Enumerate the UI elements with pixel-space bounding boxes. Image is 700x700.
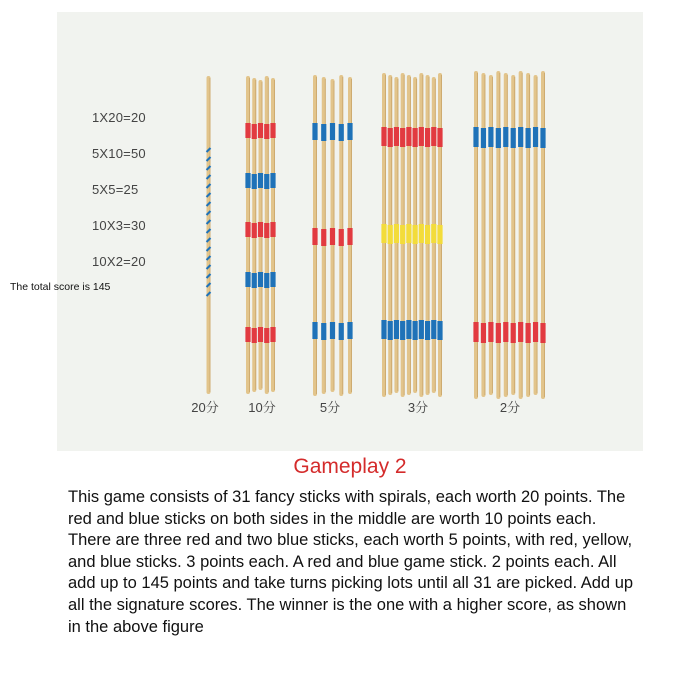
color-band <box>400 128 405 147</box>
color-band <box>258 222 263 237</box>
color-band <box>270 123 275 138</box>
color-band <box>381 127 386 146</box>
color-band <box>347 228 352 245</box>
color-band <box>413 225 418 244</box>
color-band <box>321 124 326 141</box>
color-band <box>270 222 275 237</box>
color-band <box>252 174 257 189</box>
color-band <box>496 323 501 343</box>
color-band <box>258 123 263 138</box>
color-band <box>312 123 317 140</box>
color-band <box>264 328 269 343</box>
color-band <box>312 322 317 339</box>
color-band <box>437 321 442 340</box>
color-band <box>388 321 393 340</box>
color-band <box>496 128 501 148</box>
color-band <box>330 228 335 245</box>
color-band <box>258 272 263 287</box>
color-band <box>381 320 386 339</box>
score-rule-3: 5X5=25 <box>92 182 139 197</box>
color-band <box>400 321 405 340</box>
color-band <box>406 320 411 339</box>
color-band <box>526 323 531 343</box>
score-rule-5: 10X2=20 <box>92 254 146 269</box>
color-band <box>503 322 508 342</box>
color-band <box>347 322 352 339</box>
color-band <box>481 128 486 148</box>
color-band <box>252 223 257 238</box>
category-label-5: 5分 <box>319 400 341 415</box>
color-band <box>413 321 418 340</box>
color-band <box>526 128 531 148</box>
color-band <box>252 328 257 343</box>
color-band <box>394 320 399 339</box>
category-label-2: 2分 <box>499 400 521 415</box>
color-band <box>431 320 436 339</box>
color-band <box>347 123 352 140</box>
gameplay-title: Gameplay 2 <box>293 455 407 478</box>
color-band <box>431 127 436 146</box>
color-band <box>330 322 335 339</box>
color-band <box>264 174 269 189</box>
color-band <box>488 322 493 342</box>
color-band <box>540 323 545 343</box>
color-band <box>321 229 326 246</box>
color-band <box>394 127 399 146</box>
category-label-3: 3分 <box>407 400 429 415</box>
color-band <box>252 124 257 139</box>
color-band <box>419 224 424 243</box>
color-band <box>270 272 275 287</box>
category-label-20: 20分 <box>191 400 219 415</box>
color-band <box>473 127 478 147</box>
color-band <box>406 127 411 146</box>
color-band <box>381 224 386 243</box>
color-band <box>540 128 545 148</box>
color-band <box>425 225 430 244</box>
color-band <box>270 173 275 188</box>
color-band <box>321 323 326 340</box>
color-band <box>473 322 478 342</box>
color-band <box>431 224 436 243</box>
color-band <box>518 322 523 342</box>
color-band <box>245 272 250 287</box>
color-band <box>406 224 411 243</box>
total-score-text: The total score is 145 <box>10 281 111 293</box>
color-band <box>245 222 250 237</box>
score-rule-1: 1X20=20 <box>92 110 146 125</box>
color-band <box>330 123 335 140</box>
color-band <box>518 127 523 147</box>
score-rule-2: 5X10=50 <box>92 146 146 161</box>
color-band <box>264 273 269 288</box>
score-rule-4: 10X3=30 <box>92 218 146 233</box>
color-band <box>511 323 516 343</box>
color-band <box>245 123 250 138</box>
color-band <box>245 327 250 342</box>
category-label-10: 10分 <box>248 400 276 415</box>
color-band <box>339 229 344 246</box>
color-band <box>488 127 493 147</box>
color-band <box>419 127 424 146</box>
color-band <box>258 173 263 188</box>
color-band <box>388 225 393 244</box>
gameplay-description: This game consists of 31 fancy sticks with spirals, each worth 20 points. The red and blue sticks on both sides in the middle are worth 10 points each. There are three red and two blue sticks, each worth 5 points, with red, yellow, and blue sticks. 3 points each. A red and blue game stick. 2 points each. All add up to 145 points and take turns picking lots until all 31 are picked. Add up all the signature scores. The winner is the one with a higher score, as shown in the above figure <box>68 488 634 636</box>
color-band <box>413 128 418 147</box>
color-band <box>252 273 257 288</box>
color-band <box>388 128 393 147</box>
color-band <box>481 323 486 343</box>
color-band <box>270 327 275 342</box>
color-band <box>339 323 344 340</box>
color-band <box>437 128 442 147</box>
color-band <box>425 321 430 340</box>
color-band <box>394 224 399 243</box>
color-band <box>400 225 405 244</box>
color-band <box>503 127 508 147</box>
color-band <box>258 327 263 342</box>
color-band <box>425 128 430 147</box>
color-band <box>419 320 424 339</box>
color-band <box>533 322 538 342</box>
color-band <box>437 225 442 244</box>
color-band <box>533 127 538 147</box>
color-band <box>245 173 250 188</box>
color-band <box>312 228 317 245</box>
color-band <box>339 124 344 141</box>
color-band <box>511 128 516 148</box>
color-band <box>264 124 269 139</box>
color-band <box>264 223 269 238</box>
